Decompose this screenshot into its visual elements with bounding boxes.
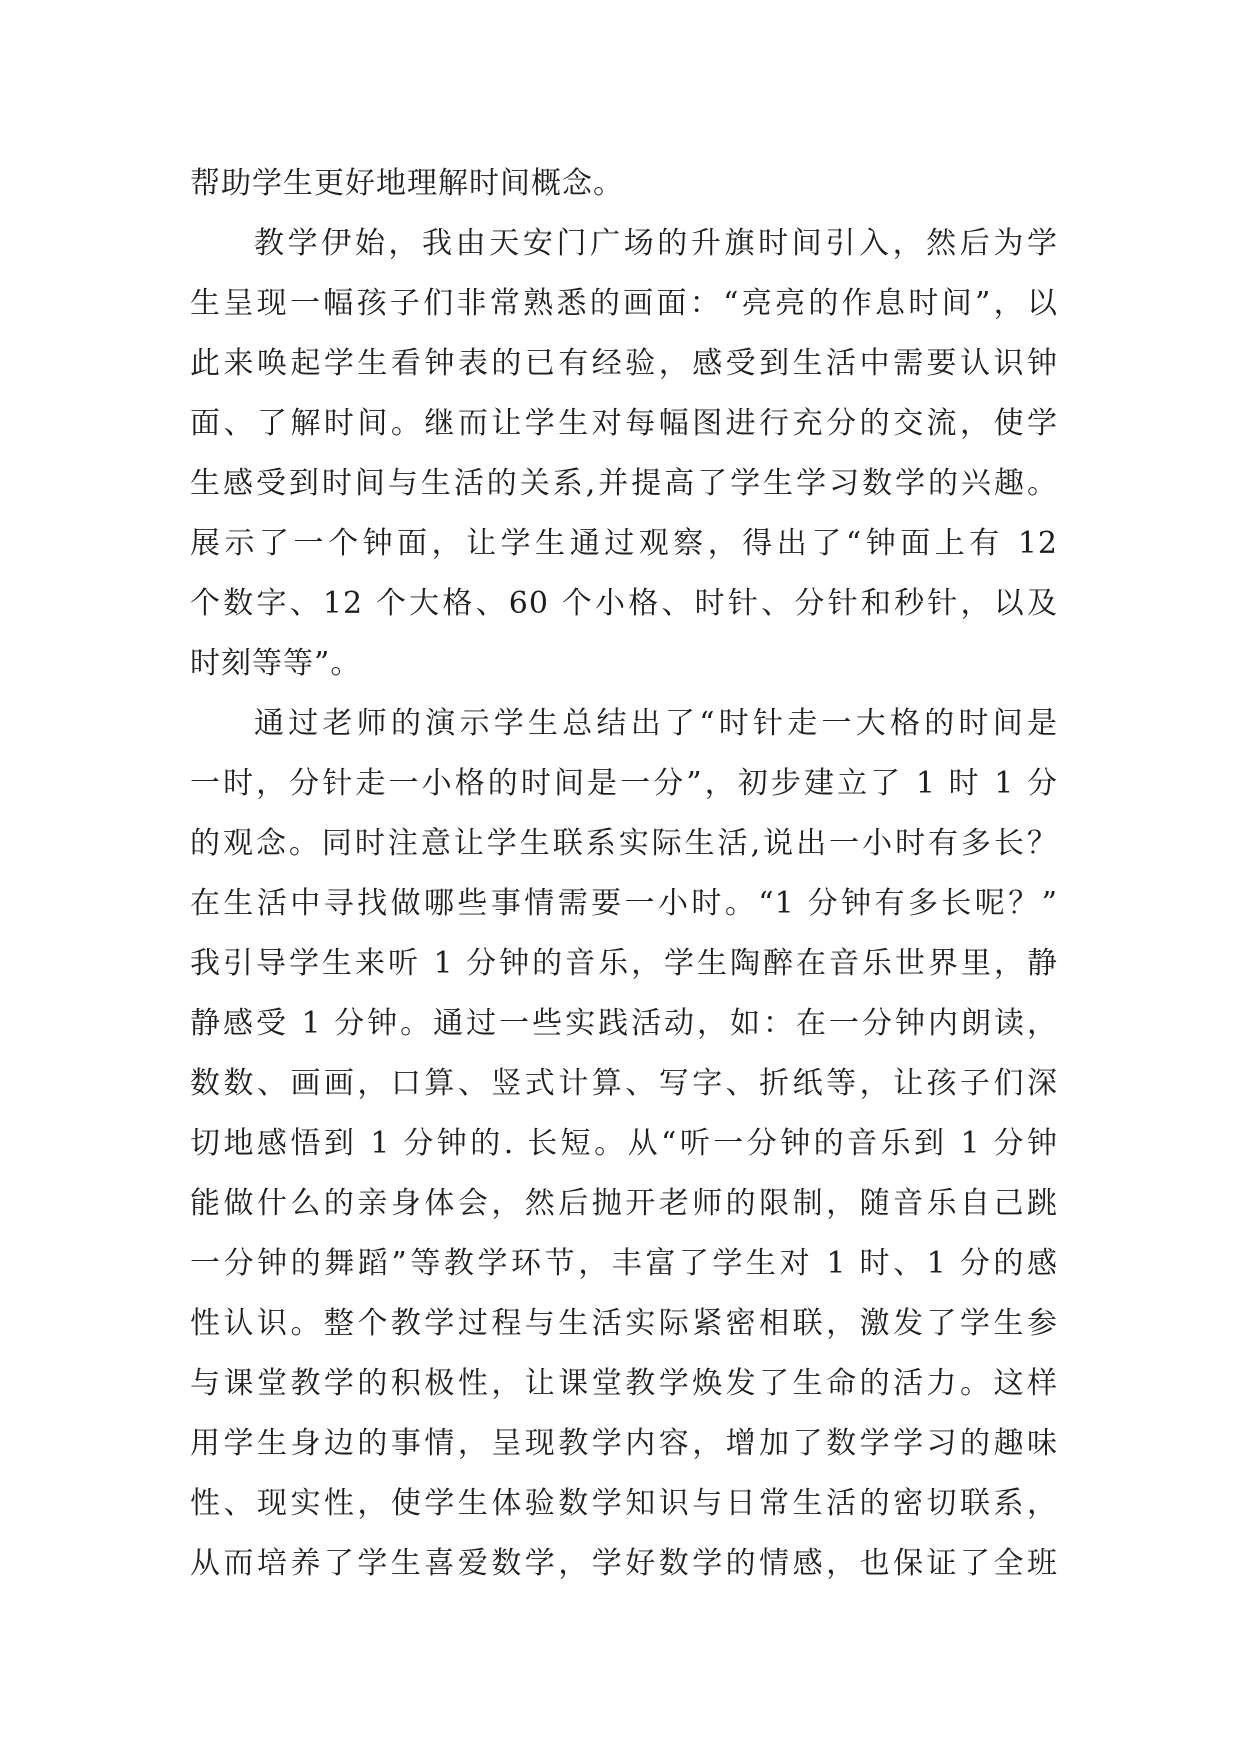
text-line: 与课堂教学的积极性，让课堂教学焕发了生命的活力。这样	[190, 1366, 1058, 1401]
text-line: 生感受到时间与生活的关系,并提高了学生学习数学的兴趣。	[190, 466, 1058, 501]
text-line: 一时，分针走一小格的时间是一分”，初步建立了 1 时 1 分	[190, 766, 1058, 801]
text-line: 切地感悟到 1 分钟的. 长短。从“听一分钟的音乐到 1 分钟	[190, 1126, 1058, 1161]
body-text	[190, 154, 1058, 1594]
text-line: 我引导学生来听 1 分钟的音乐，学生陶醉在音乐世界里，静	[190, 946, 1058, 981]
text-line: 静感受 1 分钟。通过一些实践活动，如：在一分钟内朗读，	[190, 1006, 1058, 1041]
paragraph-first-line: 通过老师的演示学生总结出了“时针走一大格的时间是	[254, 706, 1058, 741]
text-line: 帮助学生更好地理解时间概念。	[190, 166, 624, 201]
text-line: 性、现实性，使学生体验数学知识与日常生活的密切联系，	[190, 1486, 1058, 1521]
text-line: 展示了一个钟面，让学生通过观察，得出了“钟面上有 12	[190, 526, 1058, 561]
text-line: 的观念。同时注意让学生联系实际生活,说出一小时有多长？	[190, 826, 1058, 861]
text-line: 用学生身边的事情，呈现教学内容，增加了数学学习的趣味	[190, 1426, 1058, 1461]
text-line: 在生活中寻找做哪些事情需要一小时。“1 分钟有多长呢？”	[190, 886, 1058, 921]
text-line: 时刻等等”。	[190, 646, 362, 681]
text-line: 一分钟的舞蹈”等教学环节，丰富了学生对 1 时、1 分的感	[190, 1246, 1058, 1281]
text-line: 个数字、12 个大格、60 个小格、时针、分针和秒针，以及	[190, 586, 1058, 621]
paragraph-first-line: 教学伊始，我由天安门广场的升旗时间引入，然后为学	[254, 226, 1058, 261]
text-line: 能做什么的亲身体会，然后抛开老师的限制，随音乐自己跳	[190, 1186, 1058, 1221]
text-line: 此来唤起学生看钟表的已有经验，感受到生活中需要认识钟	[190, 346, 1058, 381]
text-line: 面、了解时间。继而让学生对每幅图进行充分的交流，使学	[190, 406, 1058, 441]
text-line: 生呈现一幅孩子们非常熟悉的画面：“亮亮的作息时间”，以	[190, 286, 1058, 321]
text-line: 从而培养了学生喜爱数学，学好数学的情感，也保证了全班	[190, 1546, 1058, 1581]
text-line: 性认识。整个教学过程与生活实际紧密相联，激发了学生参	[190, 1306, 1058, 1341]
text-line: 数数、画画，口算、竖式计算、写字、折纸等，让孩子们深	[190, 1066, 1058, 1101]
